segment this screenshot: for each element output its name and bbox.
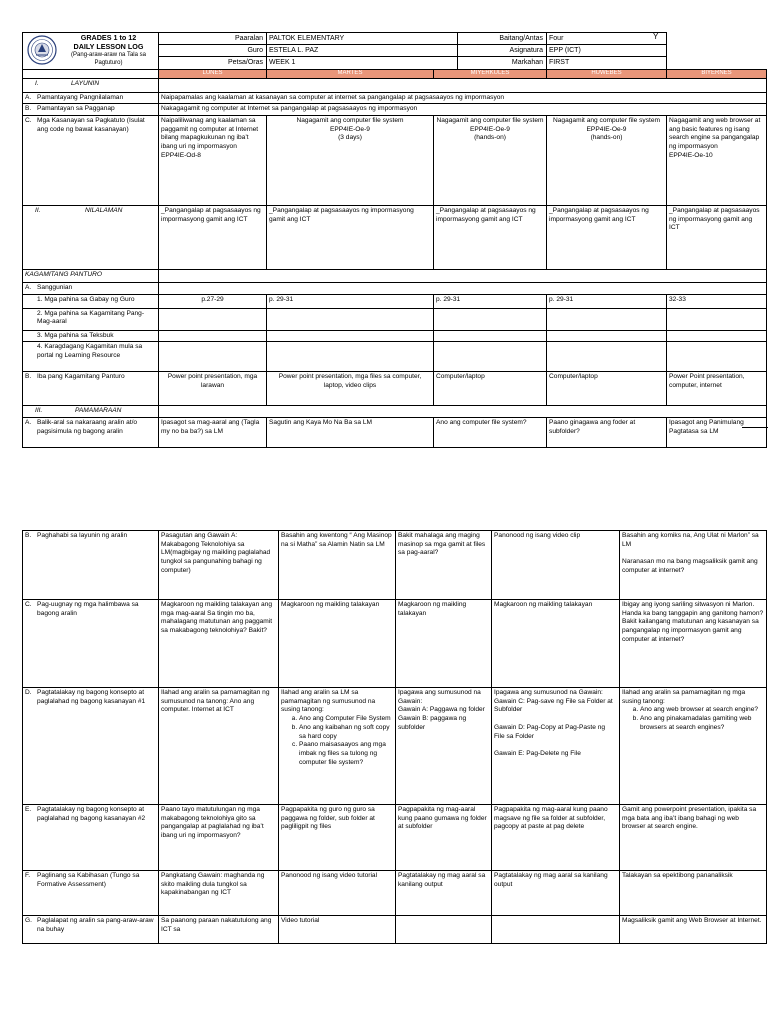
pagtatalakay-1-thursday: Ipagawa ang sumusunod na Gawain: Gawain C: Pag-save ng File sa Folder at Subfolder Gawain D: Pag-Copy at Pag-Paste ng File sa Folder Gawain E: Pag-Delete ng File [492, 688, 620, 805]
teacher-label: Guro [159, 45, 267, 57]
kagamitan-thursday: Computer/laptop [547, 372, 667, 406]
row-teksbuk [23, 330, 767, 342]
paglinang-thursday: Pagtatalakay ng mag aaral sa kanilang output [492, 871, 620, 916]
date-label: Petsa/Oras [159, 57, 267, 69]
paglinang-label: F. Paglinang sa Kabihasan (Tungo sa Formative Assessment) [23, 871, 159, 916]
school-label: Paaralan [159, 33, 267, 45]
nilalaman-wednesday: _Pangangalap at pagsasaayos ng impormasyong gamit ang ICT [434, 206, 547, 270]
kasanayan-tuesday: Nagagamit ang computer file system EPP4IE-Oe-9 (3 days) [267, 116, 434, 206]
row-kagamitang-pang-mag-aaral [23, 308, 767, 330]
pamamaraan-label: III. PAMAMARAAN [23, 406, 159, 418]
quarter-value: FIRST [547, 57, 667, 69]
gabay-guro-label: 1. Mga pahina sa Gabay ng Guro [23, 294, 159, 308]
kasanayan-friday: Nagagamit ang web browser at ang basic features ng isang search engine sa pangangalap ng impormasyon EPP4IE-Oe-10 [667, 116, 767, 206]
lesson-log-page-2 [22, 530, 766, 944]
row-balik-aral [23, 418, 767, 448]
list-item: c. Paano maisasaayos ang mga imbak ng files sa tulong ng computer file system? [299, 741, 393, 767]
balik-aral-wednesday: Ano ang computer file system? [434, 418, 547, 448]
pagtatalakay-2-monday: Paano tayo matutulungan ng mga makabagong teknolohiya gito sa pangangalap at paglalahad ng iba’t ibang uri ng impormasyon? [159, 805, 279, 871]
row-pamamaraan [23, 406, 767, 418]
paglalapat-label: G. Paglalapat ng aralin sa pang-araw-araw na buhay [23, 916, 159, 944]
date-value: WEEK 1 [267, 57, 458, 69]
day-thursday: HUWEBES [547, 69, 667, 78]
pag-uugnay-label: C. Pag-uugnay ng mga halimbawa sa bagong aralin [23, 600, 159, 688]
paglinang-monday: Pangkatang Gawain: maghanda ng skito maikling dula tungkol sa kapakinabangan ng ICT [159, 871, 279, 916]
corner-mark: Y [653, 32, 659, 41]
nilalaman-thursday: _Pangangalap at pagsasaayos ng impormasyong gamit ang ICT [547, 206, 667, 270]
kasanayan-wednesday: Nagagamit ang computer file system EPP4IE-Oe-9 (hands-on) [434, 116, 547, 206]
title-daily-lesson-log: DAILY LESSON LOG [73, 42, 144, 52]
list-item: b. Ano ang kaibahan ng soft copy sa hard copy [299, 724, 393, 741]
teacher-value: ESTELA L. PAZ [267, 45, 458, 57]
grade-value: Four [547, 33, 667, 45]
school-value: PALTOK ELEMENTARY [267, 33, 458, 45]
pagtatalakay-1-tuesday: Ilahad ang aralin sa LM sa pamamagitan ng sumusunod na susing tanong: a. Ano ang Computer File System b. Ano ang kaibahan ng soft copy sa hard copy c. Paano maisasaayos ang mga imbak ng files sa tulong ng computer file system? [279, 688, 396, 805]
row-nilalaman [23, 206, 767, 270]
row-kagamitan [23, 270, 767, 283]
pagtatalakay-1-monday: Ilahad ang aralin sa pamamagitan ng sumusunod na tanong: Ano ang computer. Internet at ICT [159, 688, 279, 805]
day-monday: LUNES [159, 69, 267, 78]
pag-uugnay-tuesday: Magkaroon ng maikling talakayan [279, 600, 396, 688]
paglalapat-wednesday [396, 916, 492, 944]
day-friday: BIYERNES [667, 69, 767, 78]
balik-aral-thursday: Paano ginagawa ang foder at subfolder? [547, 418, 667, 448]
pag-uugnay-friday: Ibigay ang iyong sariling sitwasyon ni Marlon. Handa ka bang tanggapin ang ganitong hamon? Bakit kailangang matutunan ang kasanayan sa pangangalap ng impormasyon gamit ang computer at internet? [620, 600, 767, 688]
row-pag-uugnay [23, 600, 767, 688]
kagamitan-label: KAGAMITANG PANTURO [23, 270, 159, 283]
pagtatalakay-1-friday: Ilahad ang aralin sa pamamagitan ng mga susing tanong: a. Ano ang web browser at search engine? b. Ano ang pinakamadalas gamiting web browsers at search engines? [620, 688, 767, 805]
row-layunin [23, 78, 767, 92]
paglalapat-monday: Sa paanong paraan nakatutulong ang ICT sa [159, 916, 279, 944]
subject-label: Asignatura [458, 45, 547, 57]
kasanayan-thursday: Nagagamit ang computer file system EPP4IE-Oe-9 (hands-on) [547, 116, 667, 206]
row-pagtatalakay-1 [23, 688, 767, 805]
row-iba-pang-kagamitan [23, 372, 767, 406]
row-paglinang [23, 871, 767, 916]
pagtatalakay-2-label: E. Pagtatalakay ng bagong konsepto at paglalahad ng bagong kasanayan #2 [23, 805, 159, 871]
paghahabi-label: B. Paghahabi sa layunin ng aralin [23, 531, 159, 600]
kasanayan-label: C. Mga Kasanayan sa Pagkatuto (Isulat ang code ng bawat kasanayan) [23, 116, 159, 206]
row-pagtatalakay-2 [23, 805, 767, 871]
row-gabay-guro [23, 294, 767, 308]
day-header-row [23, 69, 767, 78]
row-paghahabi [23, 531, 767, 600]
balik-aral-label: A. Balik-aral sa nakaraang aralin at/o pagsisimula ng bagong aralin [23, 418, 159, 448]
balik-aral-friday: Ipasagot ang Panimulang Pagtatasa sa LM [667, 418, 767, 448]
header-title-cell [23, 33, 159, 70]
list-item: a. Ano ang Computer File System [299, 715, 393, 724]
paghahabi-monday: Pasagutan ang Gawain A: Makabagong Teknolohiya sa LM(magbigay ng maikling paglalahad tungkol sa pangunahing bahagi ng computer) [159, 531, 279, 600]
pangnilalaman-value: Naipapamalas ang kaalaman at kasanayan sa computer at internet sa pangangalap at pagsasaayos ng impormasyon [159, 92, 767, 104]
list-item: a. Ano ang web browser at search engine? [640, 706, 764, 715]
pang-mag-aaral-label: 2. Mga pahina sa Kagamitang Pang-Mag-aaral [23, 308, 159, 330]
pagganap-value: Nakagagamit ng computer at Internet sa pangangalap at pagsasaayos ng impormasyon [159, 104, 767, 116]
grade-label: Baitang/Antas [458, 33, 547, 45]
paghahabi-wednesday: Bakit mahalaga ang maging masinop sa mga gamit at files sa pag-aaral? [396, 531, 492, 600]
nilalaman-tuesday: _Pangangalap at pagsasaayos ng impormasyong gamit ang ICT [267, 206, 434, 270]
kagamitan-wednesday: Computer/laptop [434, 372, 547, 406]
layunin-label: I. LAYUNIN [23, 78, 159, 92]
subject-value: EPP (ICT) [547, 45, 667, 57]
pagtatalakay-2-thursday: Pagpapakita ng mag-aaral kung paano magsave ng file sa folder at subfolder, pagcopy at paste at pag delete [492, 805, 620, 871]
learning-resource-label: 4. Karagdagang Kagamitan mula sa portal ng Learning Resource [23, 342, 159, 372]
sanggunian-label: A. Sanggunian [23, 283, 159, 295]
quarter-label: Markahan [458, 57, 547, 69]
nilalaman-friday: _Pangangalap at pagsasaayos ng impormasyong gamit ang ICT [667, 206, 767, 270]
row-pamantayang-pangnilalaman [23, 92, 767, 104]
teksbuk-label: 3. Mga pahina sa Teksbuk [23, 330, 159, 342]
day-wednesday: MIYERKULES [434, 69, 547, 78]
lesson-log-page-1 [22, 32, 766, 448]
pagtatalakay-2-tuesday: Pagpapakita ng guro ng guro sa paggawa ng folder, sub folder at pagliligpit ng files [279, 805, 396, 871]
lesson-log-table-1 [22, 32, 767, 448]
paglalapat-thursday [492, 916, 620, 944]
list-item: b. Ano ang pinakamadalas gamiting web browsers at search engines? [640, 715, 764, 732]
kasanayan-monday: Naipaliliwanag ang kaalaman sa paggamit ng computer at Internet bilang mapagkukunan ng iba’t ibang uri ng impormasyon EPP4IE-Od-8 [159, 116, 267, 206]
gabay-monday: p.27-29 [159, 294, 267, 308]
pagganap-label: B. Pamantayan sa Pagganap [23, 104, 159, 116]
row-kasanayan [23, 116, 767, 206]
paghahabi-tuesday: Basahin ang kwentong “ Ang Masinop na si Matha” sa Alamin Natin sa LM [279, 531, 396, 600]
pagtatalakay-2-friday: Gamit ang powerpoint presentation, ipakita sa mga bata ang iba’t ibang bahagi ng web browser at search engine. [620, 805, 767, 871]
nilalaman-monday: _Pangangalap at pagsasaayos ng impormasyong gamit ang ICT [159, 206, 267, 270]
balik-aral-monday: Ipasagot sa mag-aaral ang (Tagla my no ba ba?) sa LM [159, 418, 267, 448]
pag-uugnay-thursday: Magkaroon ng maikling talakayan [492, 600, 620, 688]
title-subtitle: (Pang-araw-araw na Tala sa Pagtuturo) [71, 51, 146, 66]
pagtatalakay-2-wednesday: Pagpapakita ng mag-aaral kung paano gumawa ng folder at subfolder [396, 805, 492, 871]
gabay-tuesday: p. 29-31 [267, 294, 434, 308]
day-tuesday: MARTES [267, 69, 434, 78]
friday-question-list [622, 706, 764, 732]
balik-aral-tuesday: Sagutin ang Kaya Mo Na Ba sa LM [267, 418, 434, 448]
kagamitan-monday: Power point presentation, mga larawan [159, 372, 267, 406]
row-paglalapat [23, 916, 767, 944]
row-pamantayan-pagganap [23, 104, 767, 116]
pag-uugnay-wednesday: Magkaroon ng maikling talakayan [396, 600, 492, 688]
kagamitan-friday: Power Point presentation, computer, internet [667, 372, 767, 406]
gabay-wednesday: p. 29-31 [434, 294, 547, 308]
iba-pang-kagamitan-label: B. Iba pang Kagamitang Panturo [23, 372, 159, 406]
paglalapat-tuesday: Video tutorial [279, 916, 396, 944]
paglinang-wednesday: Pagtatalakay ng mag aaral sa kanilang output [396, 871, 492, 916]
pagtatalakay-1-wednesday: Ipagawa ang sumusunod na Gawain: Gawain A: Paggawa ng folder Gawain B: paggawa ng subfolder [396, 688, 492, 805]
kagamitan-tuesday: Power point presentation, mga files sa computer, laptop, video clips [267, 372, 434, 406]
pag-uugnay-monday: Magkaroon ng maikling talakayan ang mga mag-aaral Sa tingin mo ba, mahalagang matutunan ang paggamit sa makabagong teknolohiya? Bakit? [159, 600, 279, 688]
gabay-friday: 32-33 [667, 294, 767, 308]
paglalapat-friday: Magsaliksik gamit ang Web Browser at Internet. [620, 916, 767, 944]
row-sanggunian [23, 283, 767, 295]
lesson-log-table-2 [22, 530, 767, 944]
pangnilalaman-label: A. Pamantayang Pangnilalaman [23, 92, 159, 104]
deped-seal-icon [27, 35, 57, 65]
header-row-school [23, 33, 767, 45]
title-grades: GRADES 1 to 12 [80, 32, 137, 42]
tuesday-question-list [281, 715, 393, 767]
row-learning-resource [23, 342, 767, 372]
gabay-thursday: p. 29-31 [547, 294, 667, 308]
nilalaman-label: II. NILALAMAN [23, 206, 159, 270]
paghahabi-friday: Basahin ang komiks na, Ang Ulat ni Marlon” sa LM Naranasan mo na bang magsaliksik gamit ang computer at internet? [620, 531, 767, 600]
pagtatalakay-1-label: D. Pagtatalakay ng bagong konsepto at paglalahad ng bagong kasanayan #1 [23, 688, 159, 805]
paglinang-friday: Talakayan sa epektibong pananaliksik [620, 871, 767, 916]
paghahabi-thursday: Panonood ng isang video clip [492, 531, 620, 600]
paglinang-tuesday: Panonood ng isang video tutorial [279, 871, 396, 916]
